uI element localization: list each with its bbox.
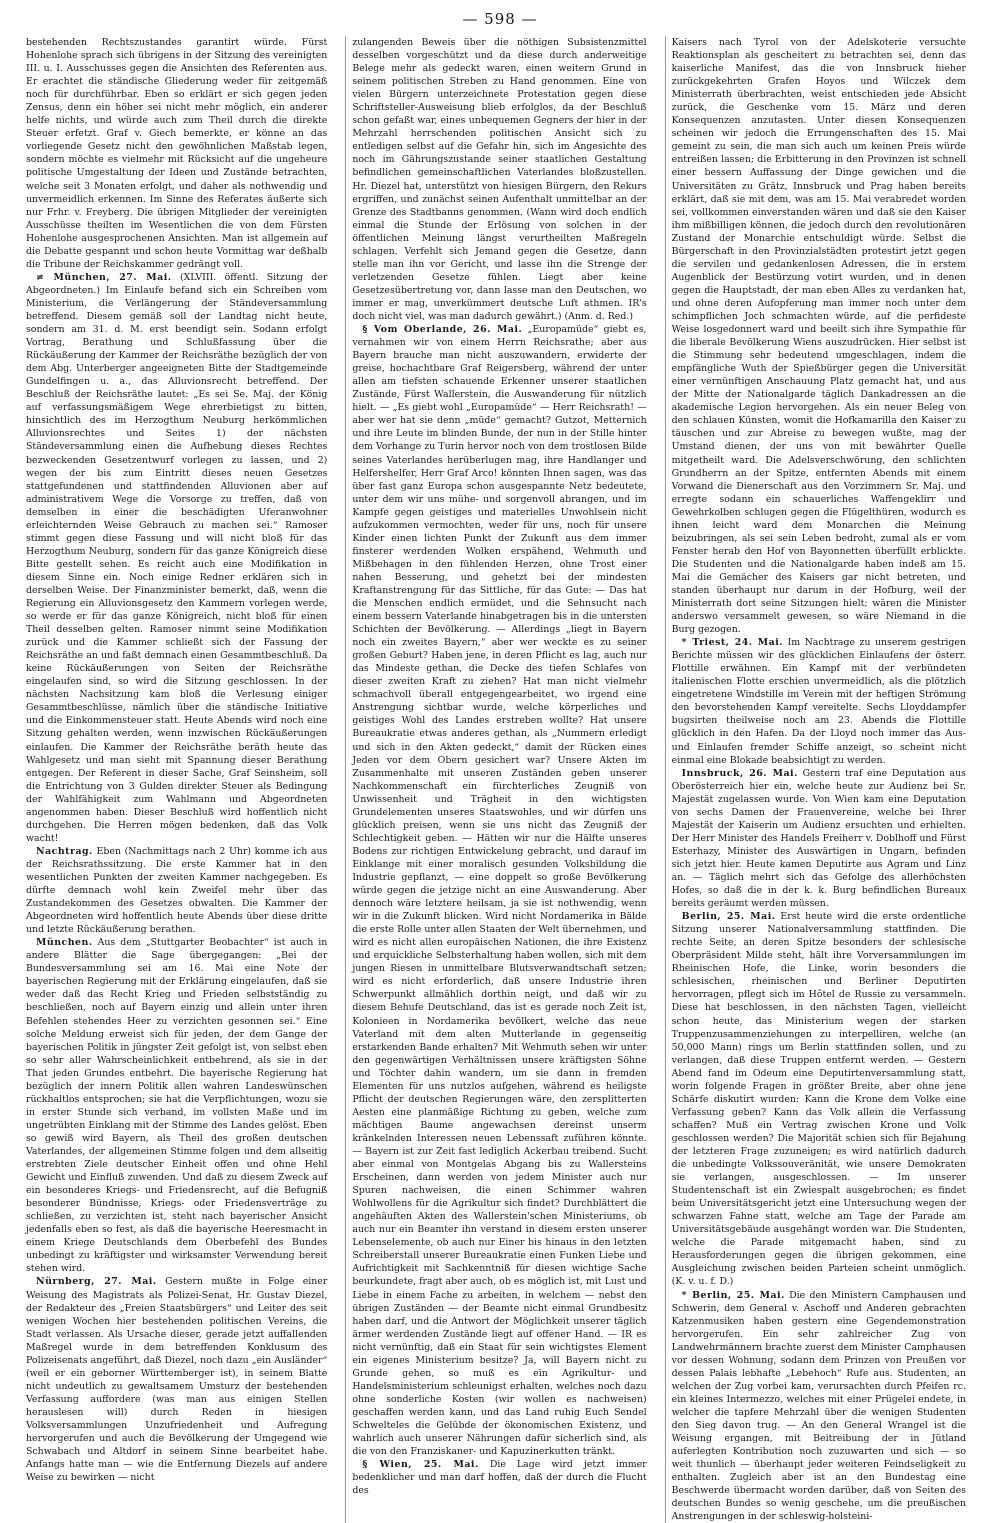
column-1 — [26, 36, 333, 1523]
article-paragraph — [672, 767, 966, 911]
article-text: Im Nachtrage zu unserem gestrigen Berichte müssen wir des glücklichen Einlaufens der österr. Flottille erwähnen. Ein Kampf mit der verbündeten italienischen Flotte erschien unvermeidlich, als die plötzlich eingetretene Windstille im Verein mit der heftigen Strömung den bevorstehenden Kampf vereitelte. Sechs Lloyddampfer bugsirten theilweise noch am 23. Abends die Flottille glücklich in den Hafen. Da der Lloyd noch immer das Aus- und Einlaufen fremder Schiffe anzeigt, so scheint nicht einmal eine Blokade beabsichtigt zu werden. — [672, 637, 966, 765]
article-text: Eben (Nachmittags nach 2 Uhr) komme ich aus der Reichsrathssitzung. Die erste Kammer hat in den wesentlichen Punkten der zweiten Kammer nachgegeben. Es dürfte demnach wohl kein Zweifel mehr über das Zustandekommen des Gesetzes obwalten. Die Kammer der Abgeordneten wird hoffentlich heute Abends über diese dritte und letzte Rückäußerung berathen. — [26, 846, 327, 935]
article-paragraph — [352, 1458, 646, 1497]
article-text: Kaisers nach Tyrol von der Adelskoterie versuchte Reaktionsplan als gescheitert zu betrachten sei, denn das kaiserliche Manifest, das die von Innsbruck hieher zurückgekehrten Grafen Hoyos und Wilczek dem Ministerrath überbrachten, weist entschieden jede Absicht zurück, die Geschenke vom 15. März und deren Konsequenzen anzutasten. Unter diesen Konsequenzen scheinen wir jedoch die Errungenschaften des 15. Mai gemeint zu sein, die man sich auch um keinen Preis würde entreißen lassen; die Erbitterung in den Provinzen ist schnell einer bessern Auffassung der Dinge gewichen und die Universitäten zu Grätz, Innsbruck und Prag haben bereits erklärt, daß sie mit dem, was am 15. Mai verabredet worden sei, vollkommen einverstanden wären und daß sie den Kaiser ihm mißbilligen können, die jedoch durch den revolutionären Zustand der Monarchie entschuldigt würde. Selbst die Bürgerschaft in den Provinzialstädten protestirt jetzt gegen die servilen und gedankenlosen Adressen, die in erstem Augenblick der Bestürzung votirt wurden, und in denen gegen die Hauptstadt, der man eben Alles zu verdanken hat, und ohne deren Aufopferung man immer noch unter dem schimpflichen Joch schmachten würde, auf die perfideste Weise losgedonnert ward und beeilt sich ihre Sympathie für die liberale Bevölkerung Wiens auszudrücken. Hier selbst ist die Stimmung sehr bedeutend umgeschlagen, indem die empfängliche Wuth der Spießbürger gegen die Universität einer vernünftigen Anschauung Platz gemacht hat, und aus der Mitte der Nationalgarde täglich Dankadressen an die akademische Legion hervorgehen. Als ein neuer Beleg von den schlauen Künsten, womit die Hofkamarilla den Kaiser zu täuschen und zur Abreise zu bewegen wußte, mag der Umstand dienen, der uns von mit bewährter Quelle mitgetheilt ward. Die Adelsverschwörung, den schlichten Grundherrn an der Spitze, entfernten Abends mit einem Vorwand die Dienerschaft aus den Vorzimmern Sr. Maj. und erregte sodann ein schauerliches Waffengeklirr und Gewehrkolben schlugen gegen die Flügelthüren, wodurch es ihnen leicht ward dem Monarchen die Meinung beizubringen, als sei sein Leben bedroht, zumal als er vom Fenster herab den Hof von Bayonnetten überfüllt erblickte. Die Studenten und die Nationalgarde haben indeß am 15. Mai die Gemächer des Kaisers gar nicht betreten, und standen überhaupt nur darum in der Hofburg, weil der Ministerrath dort seine Sitzungen hielt; wären die Minister anderswo versammelt gewesen, so wäre Niemand in die Burg gezogen. — [672, 37, 966, 635]
column-2 — [345, 36, 652, 1523]
article-dateline: § Wien, 25. Mai. — [362, 1459, 478, 1470]
article-paragraph — [672, 636, 966, 766]
article-dateline: * Berlin, 25. Mai. — [682, 1290, 785, 1301]
article-text: „Europamüde“ giebt es, vernahmen wir von einem Herrn Reichsrathe; aber aus Bayern brauche man nicht auszuwandern, erwiderte der greise, hochachtbare Graf Reigersberg, während der unter allen am tiefsten schauende Erkenner unserer staatlichen Zustände, Fürst Wallerstein, die Auswanderung für nützlich hielt. — „Es giebt wohl „Europamüde“ — Herr Reichsrath! — aber wer hat sie denn „müde“ gemacht? Gutzot, Metternich und ihre Leute im blinden Bunde, der nun in der Stille hinter dem Vorhange zu Turin hervor noch von dem trostlosen Bilde seines Vaterlandes herüberlugen mag, ihre Handlanger und Helfershelfer, Herr Graf Arco! könnten Ihnen sagen, was das über fast ganz Europa schon ausgespannte Netz bedeutete, unter dem wir uns mühe- und sorgenvoll abrangen, und im Kampfe gegen geistiges und materielles Unwohlsein nicht aufzukommen vermochten, weder für uns, noch für unsere Kinder einen lichten Punkt der Zukunft aus dem immer finsterer werdenden Wolken erspähend, Wehmuth und Mißbehagen in den fühlenden Herzen, ohne Trost einer nahen Besserung, und gehetzt bei der mindesten Kraftanstrengung für das Sittliche, für das Gute: — Das hat die Menschen endlich ermüdet, und die Sehnsucht nach einem bessern Vaterlande hinabgetragen bis in die untersten Schichten der Bevölkerung. — Allerdings „liegt in Bayern noch ein zweites Bayern,“ aber wer weckte es zu seiner großen Geburt? Haben jene, in deren Pflicht es lag, auch nur das Mindeste gethan, die Decke des tiefen Schlafes von dieser zweiten Kraft zu ziehen? Hat man nicht vielmehr schmachvoll überall entgegengearbeitet, wo irgend eine Anstrengung sichtbar wurde, welche körperliches und geistiges Wohl des Landes erstreben wollte? Hat unsere Bureaukratie etwas anderes gethan, als „Nummern erledigt und sich in den Akten gedeckt,“ damit der Rücken eines Jeden vor dem Obern gesichert war? Unsere Akten im Zusammenhalte mit unseren Zuständen geben unserer Nachkommenschaft ein fürchterliches Zeugniß von Unwissenheit und Trägheit in den wichtigsten Grundelementen unseres Staatswohles, und wir dürfen uns glücklich preisen, wenn sie uns nicht das Zeugniß der Schlechtigkeit geben. — Hätten wir nur die Hälfte unseres Bodens zur richtigen Entwickelung gebracht, und darauf im Einklange mit einer moralisch gesunden Volksbildung die Industrie gepflanzt, — eine doppelt so große Bevölkerung würde gegen die jetzige nicht an eine Auswanderung. Aber dennoch wäre letztere heilsam, ja sie ist nothwendig, wenn wir in die Zukunft blicken. Wird nicht Nordamerika in Bälde die erste Rolle unter allen Staaten der Welt übernehmen, und wird es nicht allen europäischen Nationen, die ihre Existenz und erquickliche Selbsterhaltung haben wollen, sich mit dem jungen Riesen in unmittelbare Blutsverwandtschaft setzen; wird es nicht erforderlich, daß unsere Industrie ihren Schwerpunkt allmählich dorthin neigt, und daß wir zu diesem Behufe Deutschland, das ist es gerade noch Zeit ist, Kolonieen in Nordamerika bevölkert, welche das neue Vaterland mit dem alten Mutterlande in gegenseitig erstarkenden Bande erhalten? Mit Wehmuth sehen wir unter den gegenwärtigen Verhältnissen unsere kräftigsten Söhne und Töchter dahin wandern, um sie dann in fremden Elementen für uns nutzlos aufgehen, während es heiligste Pflicht der deutschen Regierungen wäre, den zersplitterten Aesten eine planmäßige Richtung zu geben, welche zum mächtigen Baume angewachsen dereinst unserm kränkelnden Interessen neuen Lebenssaft zuführen könnte. — Bayern ist zur Zeit fast lediglich Ackerbau treibend. Sucht aber einmal von Montgelas Abgang bis zu Wallersteins Erscheinen, dann werden von jedem Minister auch nur Spuren nachweisen, die einen Schimmer wahren Wohlwollens für die Agrikultur sich findet? Durchblättert die angehäuften Akten des Wallerstein'schen Ministeriums, ob auch nur ein Beamter ihn verstand in diesem ersten unserer Lebenselemente, ob auch nur Einer bis hinaus in den letzten Schreiberstall unserer Bureaukratie einen Funken Liebe und Aufrichtigkeit mit Sachkenntniß für diesen wichtige Sache beurkundete, fragt aber auch, ob es möglich ist, mit Lust und Liebe in einem Fache zu arbeiten, in welchem — nebst den übrigen Zuständen — der Beamte nicht einmal Grundbesitz haben darf, und die Antwort der Möglichkeit unserer täglich ärmer werdenden Zustände liegt auf offener Hand. — IR es nicht vernünftig, daß ein Staat für sein wichtigstes Element ein eigenes Ministerium besitze? Ja, will Bayern nicht zu Grunde gehen, so muß es ein Agrikultur- und Handelsministerium schleunigst erhalten, welches noch dazu ohne sonderliche Kosten (wir wollen es nachweisen) geschaffen werden kann, und das Land ruhig Euch Sendel Schwelteles die Gelübde der ökonomischen Existenz, und wahrlich auch unserer Nährungen dafür sicherlich sind, als die von den Franziskaner- und Kapuzinerkutten tränkt. — [352, 324, 646, 1457]
article-text: Gestern traf eine Deputation aus Oberösterreich hier ein, welche heute zur Audienz bei Sr. Majestät zugelassen wurde. Von Wien kam eine Deputation von sechs Damen der Frauenvereine, welche bei Ihrer Majestät der Kaiserin um Audienz ersuchten und erhielten. Der Herr Minister des Handels Freiherr v. Doblhoff und Fürst Esterhazy, Minister des Auswärtigen in Ungarn, befinden sich jetzt hier. Heute kamen Deputirte aus Agram und Linz an. — Täglich mehrt sich das Gefolge des allerhöchsten Hofes, so daß die in der k. k. Burg befindlichen Bureaux bereits geräumt werden müssen. — [672, 768, 966, 909]
article-text: Die Lage wird jetzt immer bedenklicher und man darf hoffen, daß der durch die Flucht des — [352, 1459, 646, 1496]
article-dateline: Innsbruck, 26. Mai. — [682, 768, 798, 779]
article-text: Gestern mußte in Folge einer Weisung des Magistrats als Polizei-Senat, Hr. Gustav Diezel, der Redakteur des „Freien Staatsbürgers“ und Leiter des seit wenigen Wochen hier bestehenden politischen Vereins, die Stadt verlassen. Als Ursache dieser, gerade jetzt auffallenden Maßregel wurde in dem betreffenden Konklusum des Polizeisenats angeführt, daß Diezel, noch dazu „ein Ausländer“ (weil er ein geborner Württemberger ist), in seinem Blatte nicht undeutlich zu gewaltsamem Umsturz der bestehenden Verfassung auffordere (was man aus einigen Stellen herauslesen will) durch Reden in hiesigen Volksversammlungen Unzufriedenheit und Aufregung hervorgerufen und auch die Bevölkerung der Umgegend wie Schwabach und Altdorf in seinem Sinne bearbeitet habe. Anfangs hatte man — wie die Entfernung Diezels auf andere Weise zu bewirken — nicht — [26, 1276, 327, 1483]
article-paragraph — [26, 936, 327, 1275]
article-text: Erst heute wird die erste ordentliche Sitzung unserer Nationalversammlung stattfinden. Die rechte Seite, an deren Spitze besonders der schlesische Oberpräsident Milde steht, hält ihre Vorversammlungen im Rheinischen Hofe, die Linke, worin besonders die schlesischen, rheinischen und Berliner Deputirten hervorragen, pflegt sich im Hôtel de Russie zu versammeln. Diese hat beschlossen, in den nächsten Tagen, vielleicht schon heute, das Ministerium wegen der starken Truppenzusammenziehungen zu interpelliren, welche (an 50,000 Mann) rings um Berlin stattfinden sollen, und zu verlangen, daß diese Truppen entfernt werden. — Gestern Abend fand im Odeum eine Deputirtenversammlung statt, worin folgende Fragen in größter Breite, aber ohne jene Schärfe diskutirt wurden: Kann die Krone dem Volke eine Verfassung geben? Kann das Volk allein die Verfassung schaffen? Muß ein Vertrag zwischen Krone und Volk geschlossen werden? Die Majorität schien sich für Bejahung der letzteren Frage zuzuneigen; es wird natürlich dadurch die unbedingte Volkssouveränität, wie unsere Demokraten sie verlangen, ausgeschlossen. — Im unserer Studentenschaft ist ein Zwiespalt ausgebrochen; es findet beim Universitätsgericht jetzt eine Untersuchung wegen der schwarzen Fahne statt, welche am Tage der Parade am Universitätsgebäude ausgehängt worden war. Die Studenten, welche die Parade mitgemacht haben, sind zu Herausforderungen gegen die übrigen gekommen, eine Ausgleichung zwischen beiden Parteien scheint unmöglich. (K. v. u. f. D.) — [672, 911, 966, 1287]
article-dateline: ≠ München, 27. Mai. — [36, 272, 172, 283]
article-text: Aus dem „Stuttgarter Beobachter“ ist auch in andere Blätter die Sage übergegangen: „Bei der Bundesversammlung sei am 16. Mai eine Note der bayerischen Regierung mit der Erklärung eingelaufen, daß sie weder daß das Recht Krieg und Frieden selbstständig zu beschließen, noch auf Bayern einzig und allein unter ihren Befehlen stehendes Heer zu verzichten gesonnen sei.“ Eine solche Meldung erweist sich für jeden, der dem Gange der bayerischen Politik in jüngster Zeit gefolgt ist, von selbst eben so sehr aller Wahrscheinlichkeit entbehrend, als sie in der That jeden Grundes entbehrt. Die bayerische Regierung hat bezüglich der innern Politik allen wahren Landeswünschen rückhaltlos entsprochen; sie hat die Verpflichtungen, wozu sie in erster Stunde sich verband, im vollsten Maße und im ungetrübten Einklang mit der Stimme des Landes gelöst. Eben so gewiß wird Bayern, als Theil des großen deutschen Vaterlandes, der allgemeinen Stimme folgen und dem allseitig erstrebten Ziele deutscher Einheit offen und ohne Hehl Gewicht und Einfluß zuwenden. Und daß zu diesem Zweck auf ein besonderes Kriegs- und Friedensrecht, auf die Befugniß besonderer Bündnisse, Kriegs- oder Friedensverträge zu schließen, zu verzichten ist, steht nach bayerischer Ansicht jedenfalls eben so fest, als daß die bayerische Heeresmacht in einem Kriege Deutschlands dem Oberbefehl des Bundes unbedingt zu kräftigster und wirksamster Verwendung bereit stehen wird. — [26, 937, 327, 1274]
article-paragraph — [672, 910, 966, 1288]
article-dateline: München. — [36, 937, 93, 948]
article-dateline: * Triest, 24. Mai. — [682, 637, 783, 648]
article-text: Die den Ministern Camphausen und Schwerin, dem General v. Aschoff und Anderen gebrachten Katzenmusiken haben gestern eine Gegendemonstration hervorgerufen. Ein sehr zahlreicher Zug von Landwehrmännern brachte zuerst dem Minister Camphausen vor dessen Wohnung, sodann dem Prinzen von Preußen vor dessen Palais lebhafte „Lebehoch“ Rufe aus. Studenten, an welchen der Zug vorbei kam, verursachten durch Pfeifen rc. ein kleines Intermezzo, welches mit einer Prügelei endete, in welcher die tapfere Mehrzahl über die wenigen Studenten den Sieg davon trug. — An den General Wrangel ist die Weisung ergangen, mit Beitreibung der in Jütland auferlegten Kontribution noch zuzuwarten und sich — so weit thunlich — überhaupt jeder weiteren Feindseligkeit zu enthalten. Zugleich aber ist an den Bundestag eine Beschwerde übermacht worden darüber, daß von Seiten des deutschen Bundes so wenig geschehe, um die preußischen Anstrengungen in der schleswig-holsteini- — [672, 1290, 966, 1523]
article-dateline: Nürnberg, 27. Mai. — [36, 1276, 157, 1287]
article-text: zulangenden Beweis über die nöthigen Subsistenzmittel desselben vorgeschützt und da diese durch anderweitige Belege mehr als gedeckt waren, einen weitern Grund in seinem politischen Streben zu Hand genommen. Eine von vielen Bürgern unterzeichnete Protestation gegen diese Schriftsteller-Ausweisung blieb erfolglos, da der Beschluß schon gefaßt war, eines unbequemen Gegners der hier in der Mehrzahl herrschenden politischen Ansicht sich zu entledigen selbst auf die Gefahr hin, sich im Angesichte des noch im Gährungszustande seiner staatlichen Gestaltung befindlichen gemeinschaftlichen Vaterlandes bloßzustellen. Hr. Diezel hat, unterstützt von hiesigen Bürgern, den Rekurs ergriffen, und zunächst seinen Aufenthalt unmittelbar an der Grenze des Stadtbanns genommen. (Wann wird doch endlich einmal die Stunde der Erlösung von solchen in der öffentlichen Meinung längst verurtheilten Maßregeln schlagen. Verfehlt sich Jemand gegen die Gesetze, dann stelle man ihn vor Gericht, und lasse ihn die Strenge der verletzenden Gesetze fühlen. Liegt aber keine Gesetzesübertretung vor, dann lasse man den Deutschen, wo immer er mag, unverkümmert deutsche Luft athmen. IR's doch nicht viel, was man dadurch gewährt.) (Anm. d. Red.) — [352, 37, 646, 322]
article-dateline: Berlin, 25. Mai. — [682, 911, 776, 922]
article-text: (XLVIII. öffentl. Sitzung der Abgeordneten.) Im Einlaufe befand sich ein Schreiben vom Ministerium, die Verlängerung der Ständeversammlung betreffend. Diesem gemäß soll der Landtag nicht heute, sondern am 31. d. M. erst beendigt sein. Sodann erfolgt Vortrag, Berathung und Schlußfassung über die Rückäußerung der Kammer der Reichsräthe bezüglich der von dem Abg. Unterberger angeeigneten Bitte der Stadtgemeinde Gundelfingen u. a., das Alluvionsrecht betreffend. Der Beschluß der Reichsräthe lautet: „Es sei Se. Maj. der König auf verfassungsmäßigem Wege ehrerbietigst zu bitten, hinsichtlich des im Herzogthum Neuburg herkömmlichen Alluvionsrechtes und Seites 1) der nächsten Ständeversammlung einen die Aufhebung dieses Rechtes bezweckenden Gesetzentwurf vorlegen zu lassen, und 2) wegen der bis zum Eintritt dieses neuen Gesetzes stattgefundenen und stattfindenden Alluvionen aber auf administrativem Wege die Vorsorge zu treffen, daß von demselben in einer die beschädigten Uferanwohner erleichternden Weise Gebrauch zu machen sei.“ Ramoser stimmt gegen diese Fassung und will nicht bloß für das Herzogthum Neuburg, sondern für das ganze Königreich diese Bitte gestellt sehen. Es reicht auch eine Modifikation in diesem Sinne ein. Noch einige Redner erklären sich in derselben Weise. Der Finanzminister bemerkt, daß, wenn die Regierung ein Alluvionsgesetz den Kammern vorlegen werde, so werde er für das ganze Königreich, nicht bloß für einen Theil desselben gelten. Ramoser nimmt seine Modifikation zurück und die Kammer schließt sich der Fassung der Reichsräthe an und faßt demnach einen Gesammtbeschluß. Da keine Rückäußerungen von Seiten der Reichsräthe eingelaufen sind, so wird die Sitzung geschlossen. In der nächsten Nachsitzung kam bloß die Verlesung einiger Gesammtbeschlüsse, nämlich über die ständische Initiative und die Einkommensteuer statt. Heute Abends wird noch eine Sitzung gehalten werden, wenn inzwischen Rückäußerungen einlaufen. Die Kammer der Reichsräthe beräth heute das Wahlgesetz und man sieht mit Spannung dieser Berathung entgegen. Der Referent in dieser Sache, Graf Seinsheim, soll die Entrichtung von 3 Gulden direkter Steuer als Bedingung der Wahlfähigkeit zum Wahlmann und Abgeordneten angenommen haben. Dieser Beschluß wird hoffentlich nicht durchgehen. Die Herren mögen bedenken, daß das Volk wacht! — [26, 272, 327, 844]
article-paragraph — [672, 1289, 966, 1523]
article-paragraph — [26, 845, 327, 936]
article-paragraph — [26, 271, 327, 845]
column-3 — [665, 36, 972, 1523]
article-dateline: § Vom Oberlande, 26. Mai. — [362, 324, 522, 335]
article-text: bestehenden Rechtszustandes garantirt würde. Fürst Hohenlohe sprach sich übrigens in der Sitzung des vereinigten III. u. I. Ausschusses gegen die Ansichten des Referenten aus. Er erachtet die ständische Gliederung weder für zeitgemäß noch für durchführbar. Eben so erklärt er sich gegen jeden Zensus, denn ein höher sei nicht mehr möglich, ein anderer helfe nichts, und würde auch zum Theil durch die direkte Steuer erfetzt. Graf v. Giech bemerkte, er könne an das vorliegende Gesetz nicht den gewöhnlichen Maßstab legen, sondern möchte es vielmehr mit Rücksicht auf die ungeheure politische Umgestaltung der Ideen und Zustände betrachten, welche seit 3 Monaten erfolgt, und daher als nothwendig und unvermeidlich erkennen. Im Sinne des Referates äußerte sich nur Frhr. v. Freyberg. Die übrigen Mitglieder der vereinigten Ausschüsse theilten im Wesentlichen die von dem Fürsten Hohenlohe ausgesprochenen Ansichten. Man ist allgemein auf die Debatte gespannt und schon heute Vormittag war deßhalb die Tribune der Reichskammer gedrängt voll. — [26, 37, 327, 270]
article-dateline: Nachtrag. — [36, 846, 93, 857]
text-columns — [26, 36, 972, 1436]
article-paragraph — [26, 1275, 327, 1484]
article-paragraph — [352, 36, 646, 323]
article-paragraph — [352, 323, 646, 1458]
article-paragraph — [672, 36, 966, 636]
article-paragraph — [26, 36, 327, 271]
page-number: — 598 — — [0, 10, 1000, 28]
